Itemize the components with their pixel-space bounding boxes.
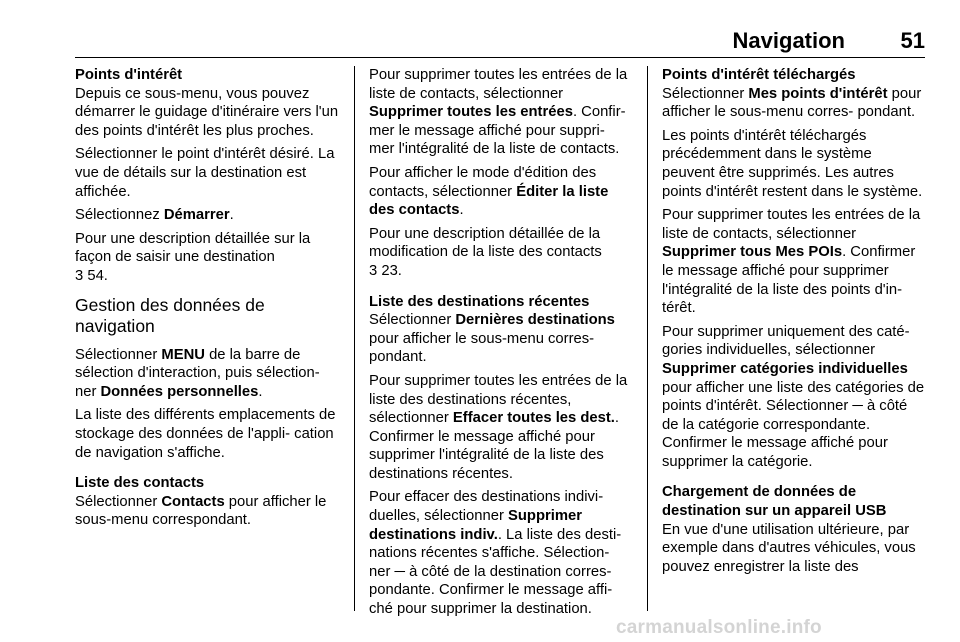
column-2 bbox=[369, 66, 632, 624]
recent-paragraph-1 bbox=[369, 311, 632, 367]
text-run: pour afficher le sous-menu correspondant. bbox=[75, 493, 327, 529]
poi-paragraph-4 bbox=[75, 230, 345, 286]
downloaded-paragraph-3 bbox=[662, 206, 925, 318]
downloaded-paragraph-2: Les points d'intérêt téléchargés précédemment dans le système peuvent être supprimés. Les autres points d'intérêt restent dans le système. bbox=[662, 127, 923, 200]
text-run: Sélectionner bbox=[75, 493, 162, 510]
column-1 bbox=[75, 66, 345, 535]
recent-destinations-heading: Liste des destinations récentes bbox=[369, 293, 590, 310]
menu-item-personal-data: Données personnelles bbox=[100, 383, 259, 400]
section-heading-manage-data: Gestion des données de navigation bbox=[75, 294, 265, 336]
text-run: . Confirmer le message affiché pour supprimer l'intégralité de la liste des points d'in‐ térêt. bbox=[662, 244, 916, 317]
text-run: Sélectionner bbox=[369, 312, 456, 329]
watermark: carmanualsonline.info bbox=[616, 617, 822, 638]
text-run: . Confir‐ mer le message affiché pour suppri‐ mer l'intégralité de la liste de contacts. bbox=[369, 104, 626, 158]
text-run: Pour une description détaillée sur la façon de saisir une destination bbox=[75, 230, 311, 266]
downloaded-poi-heading: Points d'intérêt téléchargés bbox=[662, 67, 856, 83]
contacts-paragraph-4 bbox=[369, 225, 632, 281]
menu-item-recent-destinations: Dernières destinations bbox=[455, 312, 615, 329]
contacts-paragraph-1 bbox=[75, 493, 345, 530]
menu-item-delete-all-my-pois: Supprimer tous Mes POIs bbox=[662, 244, 843, 261]
recent-paragraph-3 bbox=[369, 488, 632, 618]
usb-paragraph-1: En vue d'une utilisation ultérieure, par exemple dans d'autres véhicules, vous pouvez enregistrer la liste des bbox=[662, 521, 916, 575]
text-run: Sélectionnez bbox=[75, 207, 164, 224]
recent-paragraph-2 bbox=[369, 372, 632, 484]
menu-item-contacts: Contacts bbox=[161, 493, 225, 510]
text-run: Sélectionner bbox=[662, 85, 749, 102]
menu-item-delete-individual-destinations: Supprimer destinations indiv. bbox=[369, 508, 583, 543]
text-run: Pour supprimer toutes les entrées de la liste de contacts, sélectionner bbox=[662, 207, 921, 242]
text-run: . bbox=[459, 202, 464, 219]
text-run: Pour supprimer toutes les entrées de la liste des destinations récentes, sélectionner bbox=[369, 372, 628, 427]
menu-item-menu: MENU bbox=[161, 346, 205, 363]
downloaded-paragraph-4 bbox=[662, 323, 925, 472]
text-run: Pour effacer des destinations indivi‐ duelles, sélectionner bbox=[369, 489, 604, 525]
page-reference: 3 54. bbox=[75, 267, 108, 284]
menu-item-delete-individual-categories: Supprimer catégories individuelles bbox=[662, 360, 908, 377]
text-run: pour afficher le sous-menu corres‐ pondant. bbox=[369, 330, 595, 366]
menu-item-edit-contacts: Éditer la liste des contacts bbox=[369, 183, 609, 219]
text-run: . Confirmer le message affiché pour supprimer l'intégralité de la liste des destinations récentes. bbox=[369, 410, 620, 482]
downloaded-paragraph-1 bbox=[662, 85, 925, 122]
text-run: . bbox=[229, 207, 234, 224]
text-run: . bbox=[258, 383, 263, 400]
menu-item-start: Démarrer bbox=[163, 207, 230, 224]
menu-item-my-poi: Mes points d'intérêt bbox=[748, 85, 888, 102]
page-reference: 3 23. bbox=[369, 262, 402, 279]
poi-paragraph-3 bbox=[75, 206, 345, 225]
text-run: Pour supprimer uniquement des caté‐ gories individuelles, sélectionner bbox=[662, 323, 910, 359]
text-run: de la barre de sélection d'interaction, puis sélection‐ ner bbox=[75, 346, 320, 400]
menu-item-clear-all-destinations: Effacer toutes les dest. bbox=[452, 410, 615, 427]
page-header bbox=[75, 26, 925, 56]
usb-upload-heading: Chargement de données de destination sur un appareil USB bbox=[662, 484, 887, 520]
text-run: Pour supprimer toutes les entrées de la liste de contacts, sélectionner bbox=[369, 67, 628, 102]
column-separator-1 bbox=[354, 66, 355, 611]
text-run: Pour une description détaillée de la modification de la liste des contacts bbox=[369, 225, 602, 261]
column-separator-2 bbox=[647, 66, 648, 611]
text-run: . La liste des desti‐ nations récentes s'affiche. Sélection‐ ner ─ à côté de la destination corres‐ pondante. Confirmer le message affi‐ ché pour supprimer la destination. bbox=[369, 526, 622, 618]
page-number: 51 bbox=[900, 28, 925, 53]
menu-item-delete-all-entries: Supprimer toutes les entrées bbox=[369, 104, 573, 121]
contacts-paragraph-3 bbox=[369, 164, 632, 220]
poi-paragraph-2: Sélectionner le point d'intérêt désiré. La vue de détails sur la destination est affichée. bbox=[75, 146, 335, 200]
manage-paragraph-2: La liste des différents emplacements de stockage des données de l'appli‐ cation de navigation s'affiche. bbox=[75, 407, 336, 461]
manage-paragraph-1 bbox=[75, 346, 345, 402]
text-run: Pour afficher le mode d'édition des contacts, sélectionner bbox=[369, 164, 597, 200]
text-run: Sélectionner bbox=[75, 346, 162, 363]
poi-paragraph-1: Depuis ce sous-menu, vous pouvez démarrer le guidage d'itinéraire vers l'un des points d'intérêt les plus proches. bbox=[75, 85, 339, 139]
header-rule bbox=[75, 57, 925, 58]
section-title: Navigation bbox=[732, 28, 845, 53]
text-run: pour afficher le sous-menu corres‐ pondant. bbox=[662, 85, 922, 121]
column-3 bbox=[662, 66, 925, 581]
contacts-heading: Liste des contacts bbox=[75, 475, 205, 492]
text-run: pour afficher une liste des catégories de points d'intérêt. Sélectionner ─ à côté de la catégorie correspondante. Confirmer le message affiché pour supprimer la catégorie. bbox=[662, 379, 925, 470]
contacts-paragraph-2 bbox=[369, 66, 632, 159]
poi-heading: Points d'intérêt bbox=[75, 67, 183, 83]
